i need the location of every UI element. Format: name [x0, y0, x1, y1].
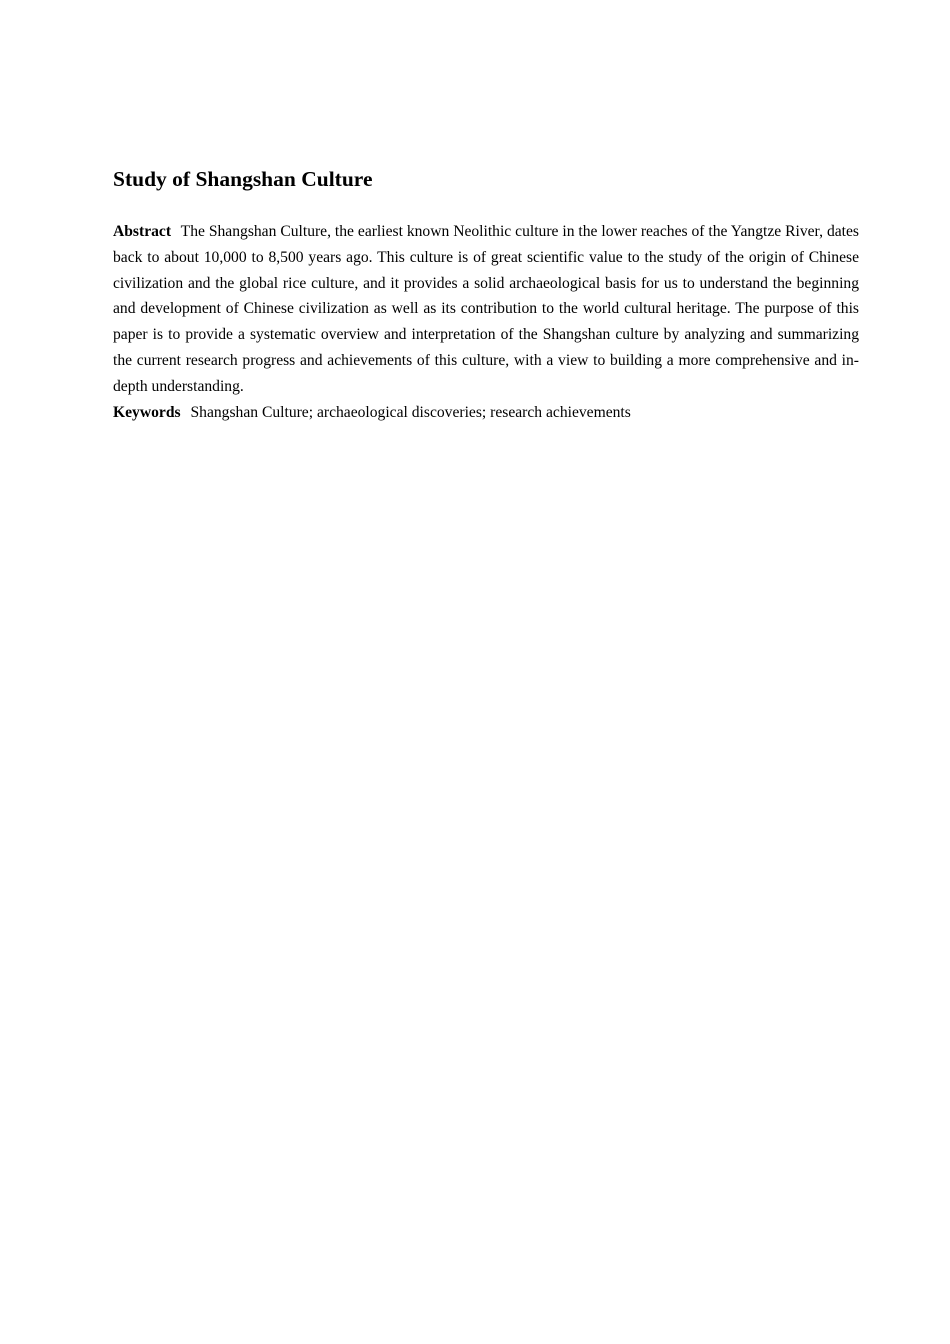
keywords-label: Keywords: [113, 403, 181, 421]
keywords-paragraph: [113, 400, 859, 426]
paper-content: [113, 164, 859, 425]
abstract-text: The Shangshan Culture, the earliest known Neolithic culture in the lower reaches of the Yangtze River, dates back to about 10,000 to 8,500 years ago. This culture is of great scientific value to the study of the origin of Chinese civilization and the global rice culture, and it provides a solid archaeological basis for us to understand the beginning and development of Chinese civilization as well as its contribution to the world cultural heritage. The purpose of this paper is to provide a systematic overview and interpretation of the Shangshan culture by analyzing and summarizing the current research progress and achievements of this culture, with a view to building a more comprehensive and in-depth understanding.: [113, 223, 859, 395]
abstract-paragraph: [113, 219, 859, 400]
keywords-text: Shangshan Culture; archaeological discoveries; research achievements: [190, 403, 631, 421]
abstract-label: Abstract: [113, 223, 172, 240]
paper-title: Study of Shangshan Culture: [113, 167, 373, 191]
